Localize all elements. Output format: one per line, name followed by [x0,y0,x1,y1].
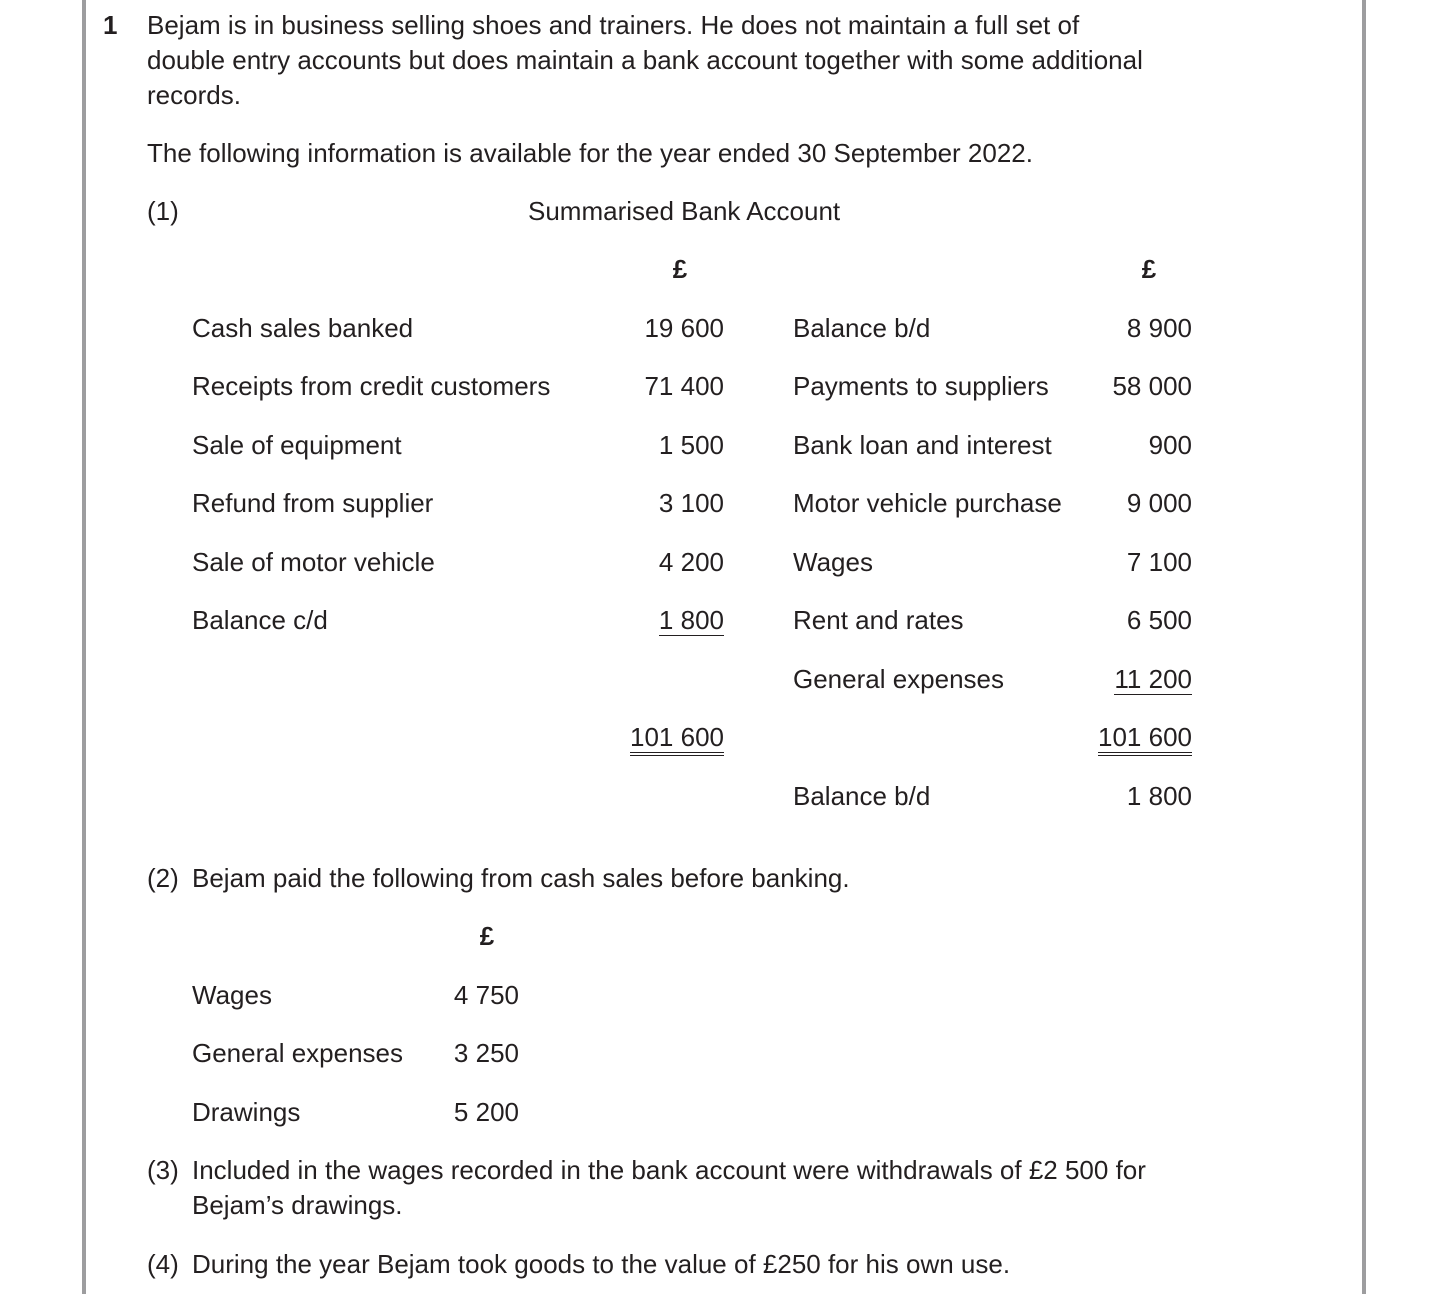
item4 [147,1247,1147,1282]
credit-total-wrap [1098,720,1192,756]
bank-row [0,545,1440,580]
debit-label: Sale of motor vehicle [192,546,435,577]
item2-text: Bejam paid the following from cash sales before banking. [192,863,850,893]
debit-label: Cash sales banked [192,312,414,343]
bank-account-title: Summarised Bank Account [528,196,841,226]
credit-label: General expenses [793,663,1005,694]
credit-amount: 9 000 [1126,488,1192,518]
currency-header-row [0,252,1440,287]
debit-amount: 1 800 [658,605,724,635]
item3-number: (3) [147,1155,179,1185]
credit-amount: 58 000 [1112,371,1192,401]
bank-row [0,486,1440,521]
credit-label: Payments to suppliers [793,371,1049,401]
bank-row [0,662,1440,697]
bank-row [0,428,1440,463]
cash-currency-row [0,919,600,954]
cash-amount: 5 200 [453,1096,519,1127]
debit-total: 101 600 [630,722,724,756]
bank-totals-row [0,720,1440,755]
cash-label: Wages [192,979,272,1010]
item2-number: (2) [147,863,179,893]
debit-amount: 19 600 [644,312,724,343]
credit-amount-wrap [1127,545,1192,580]
debit-label: Sale of equipment [192,429,402,460]
debit-amount-wrap [659,545,724,580]
item4-number: (4) [147,1249,179,1279]
debit-amount: 1 500 [658,429,724,460]
credit-amount-wrap [1127,311,1192,346]
debit-label: Refund from supplier [192,488,434,518]
credit-label: Rent and rates [793,605,964,635]
debit-amount-wrap [659,428,724,463]
credit-amount: 11 200 [1114,663,1192,694]
credit-label: Motor vehicle purchase [793,488,1062,518]
credit-amount-wrap [1127,486,1192,521]
credit-label: Bank loan and interest [793,429,1052,460]
cash-label: General expenses [192,1038,404,1068]
credit-amount: 6 500 [1126,605,1192,635]
credit-amount: 8 900 [1126,312,1192,343]
item3-text: Included in the wages recorded in the bank account were withdrawals of £2 500 for Bejam’s drawings. [192,1155,1146,1220]
closing-amount: 1 800 [1126,780,1192,811]
debit-total-wrap [630,720,724,756]
debit-amount-wrap [644,311,724,346]
credit-amount-wrap [1127,603,1192,638]
question-number: 1 [103,10,118,40]
closing-balance-row [0,779,1440,814]
debit-amount-wrap [659,486,724,521]
item1-number: (1) [147,196,179,226]
debit-label: Receipts from credit customers [192,371,551,401]
cash-amount: 3 250 [453,1038,519,1068]
debit-label: Balance c/d [192,605,328,635]
credit-amount: 900 [1148,429,1192,460]
debit-amount: 4 200 [658,546,724,577]
cash-payment-row [0,978,1440,1013]
credit-total: 101 600 [1098,722,1192,756]
closing-label: Balance b/d [793,780,931,811]
cash-currency: £ [479,921,495,951]
cash-label: Drawings [192,1096,301,1127]
debit-amount: 3 100 [658,488,724,518]
debit-amount-wrap [644,369,724,404]
info-statement: The following information is available for the year ended 30 September 2022. [147,138,1033,168]
debit-currency: £ [672,254,688,284]
item2 [147,861,1147,896]
bank-row [0,311,1440,346]
item3 [147,1153,1147,1223]
cash-payment-row [0,1036,1440,1071]
credit-label: Wages [793,546,873,577]
credit-amount-wrap [1112,369,1192,404]
cash-amount: 4 750 [453,979,519,1010]
cash-payment-row [0,1095,1440,1130]
debit-amount: 71 400 [644,371,724,401]
credit-label: Balance b/d [793,312,931,343]
question-intro: Bejam is in business selling shoes and trainers. He does not maintain a full set of double entry accounts but does maintain a bank account together with some additional records. [147,10,1143,110]
item4-text: During the year Bejam took goods to the value of £250 for his own use. [192,1249,1011,1279]
debit-amount-wrap [659,603,724,638]
bank-row [0,603,1440,638]
credit-currency: £ [1141,254,1157,284]
credit-amount: 7 100 [1126,546,1192,577]
credit-amount-wrap [1114,662,1192,697]
credit-amount-wrap [1149,428,1192,463]
bank-row [0,369,1440,404]
